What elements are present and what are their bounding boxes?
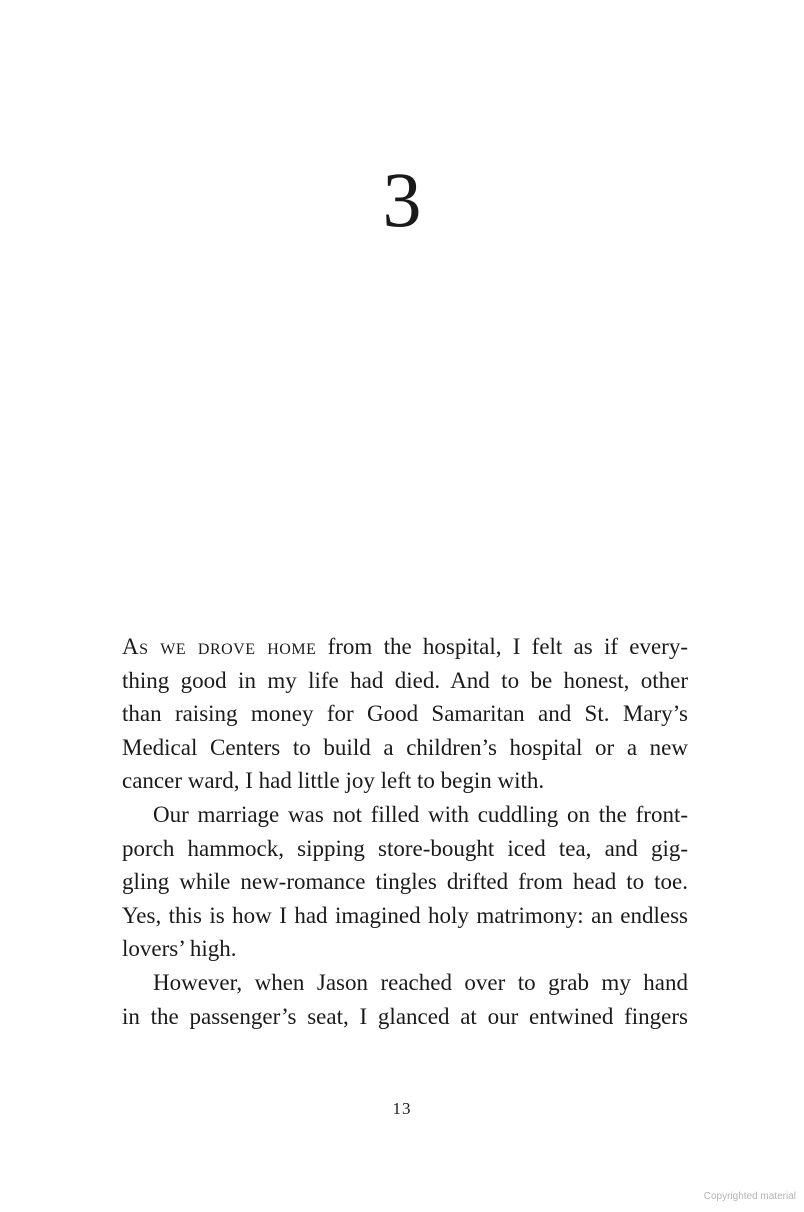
- text-line: than raising money for Good Samaritan and St. Mary’s: [122, 701, 688, 727]
- body-text: [122, 630, 688, 1033]
- text-line: lovers’ high.: [122, 936, 237, 962]
- text-line: cancer ward, I had little joy left to begin with.: [122, 768, 545, 794]
- text-line: Medical Centers to build a children’s hospital or a new: [122, 734, 688, 760]
- chapter-number: 3: [382, 156, 422, 243]
- opening-words: As we drove home: [122, 634, 317, 659]
- text-line: thing good in my life had died. And to be honest, other: [122, 667, 688, 693]
- text-line-content: from the hospital, I felt as if every-: [316, 634, 688, 659]
- text-line: [122, 630, 688, 664]
- text-line: Yes, this is how I had imagined holy matrimony: an endless: [122, 902, 688, 928]
- text-line: porch hammock, sipping store-bought iced tea, and gig-: [122, 835, 688, 861]
- copyright-watermark: Copyrighted material: [703, 1191, 796, 1202]
- text-line: However, when Jason reached over to grab my hand: [153, 969, 688, 995]
- text-line: gling while new-romance tingles drifted from head to toe.: [122, 869, 688, 895]
- page-number: 13: [392, 1099, 412, 1118]
- text-line: Our marriage was not filled with cuddling on the front-: [153, 801, 688, 827]
- text-line: in the passenger’s seat, I glanced at our entwined fingers: [122, 1003, 688, 1029]
